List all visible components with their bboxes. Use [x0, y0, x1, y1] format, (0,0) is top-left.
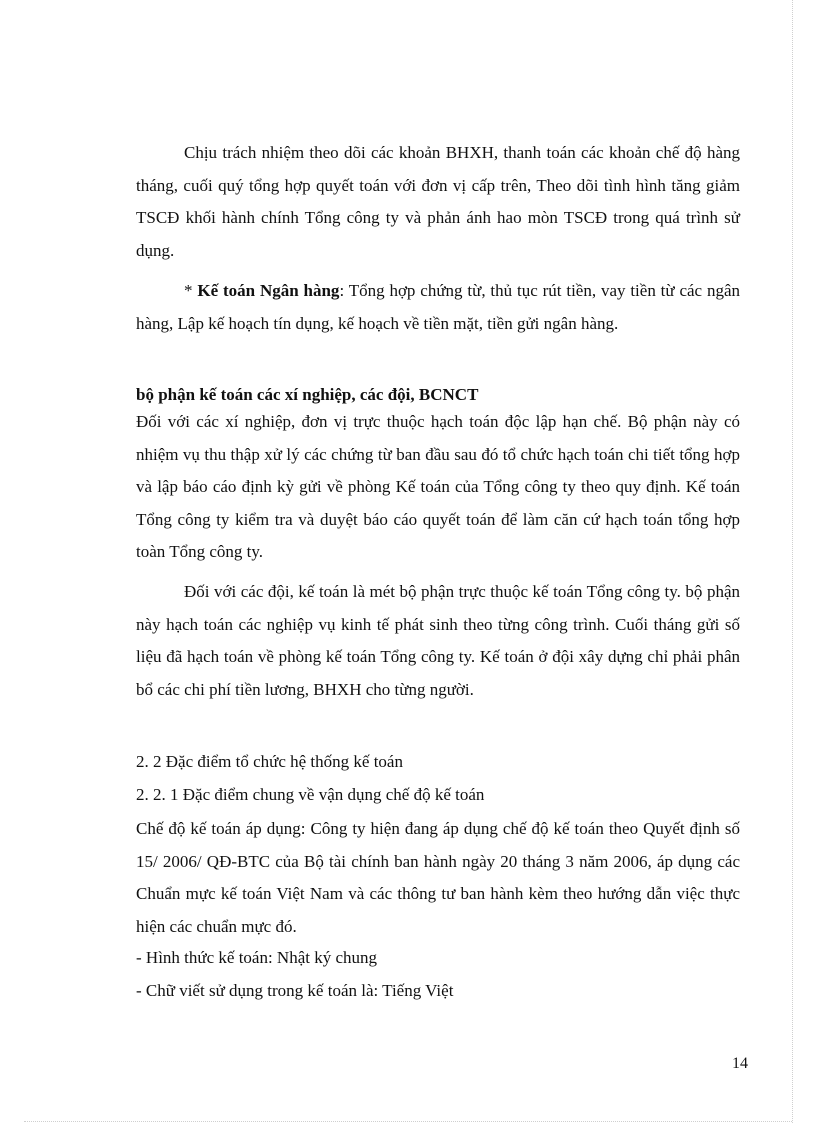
paragraph-accounting-regime: Chế độ kế toán áp dụng: Công ty hiện đang áp dụng chế độ kế toán theo Quyết định số 15/ 2006/ QĐ-BTC của Bộ tài chính ban hành ngày 20 tháng 3 năm 2006, áp dụng các Chuẩn mực kế toán Việt Nam và các thông tư ban hành kèm theo hướng dẫn việc thực hiện các chuẩn mực đó.	[136, 819, 740, 936]
list-item-language: - Chữ viết sử dụng trong kế toán là: Tiếng Việt	[136, 981, 454, 1000]
page-number: 14	[732, 1055, 748, 1072]
paragraph-enterprises: Đối với các xí nghiệp, đơn vị trực thuộc hạch toán độc lập hạn chế. Bộ phận này có nhiệm vụ thu thập xử lý các chứng từ ban đầu sau đó tổ chức hạch toán chi tiết tổng hợp và lập báo cáo định kỳ gửi về phòng Kế toán của Tổng công ty theo quy định. Kế toán Tổng công ty kiểm tra và duyệt báo cáo quyết toán để làm căn cứ hạch toán tổng hợp toàn Tổng công ty.	[136, 412, 740, 561]
section-heading-2-2-1: 2. 2. 1 Đặc điểm chung về vận dụng chế độ kế toán	[136, 785, 485, 804]
page-border-bottom	[24, 1121, 792, 1122]
bank-accountant-description: : Tổng hợp chứng từ, thủ tục rút tiền, vay tiền từ các ngân hàng, Lập kế hoạch tín dụng, kế hoạch về tiền mặt, tiền gửi ngân hàng.	[136, 281, 740, 333]
page-border-right	[792, 0, 793, 1123]
section-heading-2-2: 2. 2 Đặc điểm tổ chức hệ thống kế toán	[136, 752, 403, 771]
paragraph-bhxh-duties: Chịu trách nhiệm theo dõi các khoản BHXH, thanh toán các khoản chế độ hàng tháng, cuối quý tổng hợp quyết toán với đơn vị cấp trên, Theo dõi tình hình tăng giảm TSCĐ khối hành chính Tổng công ty và phản ánh hao mòn TSCĐ trong quá trình sử dụng.	[136, 143, 740, 260]
paragraph-bank-accountant	[136, 275, 740, 340]
bank-accountant-term: Kế toán Ngân hàng	[197, 281, 340, 300]
bullet-marker: *	[184, 281, 198, 300]
paragraph-teams: Đối với các đội, kế toán là mét bộ phận trực thuộc kế toán Tổng công ty. bộ phận này hạch toán các nghiệp vụ kinh tế phát sinh theo từng công trình. Cuối tháng gửi số liệu đã hạch toán về phòng kế toán Tổng công ty. Kế toán ở đội xây dựng chỉ phải phân bổ các chi phí tiền lương, BHXH cho từng người.	[136, 582, 740, 699]
heading-enterprise-accounting: bộ phận kế toán các xí nghiệp, các đội, BCNCT	[136, 385, 479, 404]
list-item-accounting-form: - Hình thức kế toán: Nhật ký chung	[136, 948, 378, 967]
